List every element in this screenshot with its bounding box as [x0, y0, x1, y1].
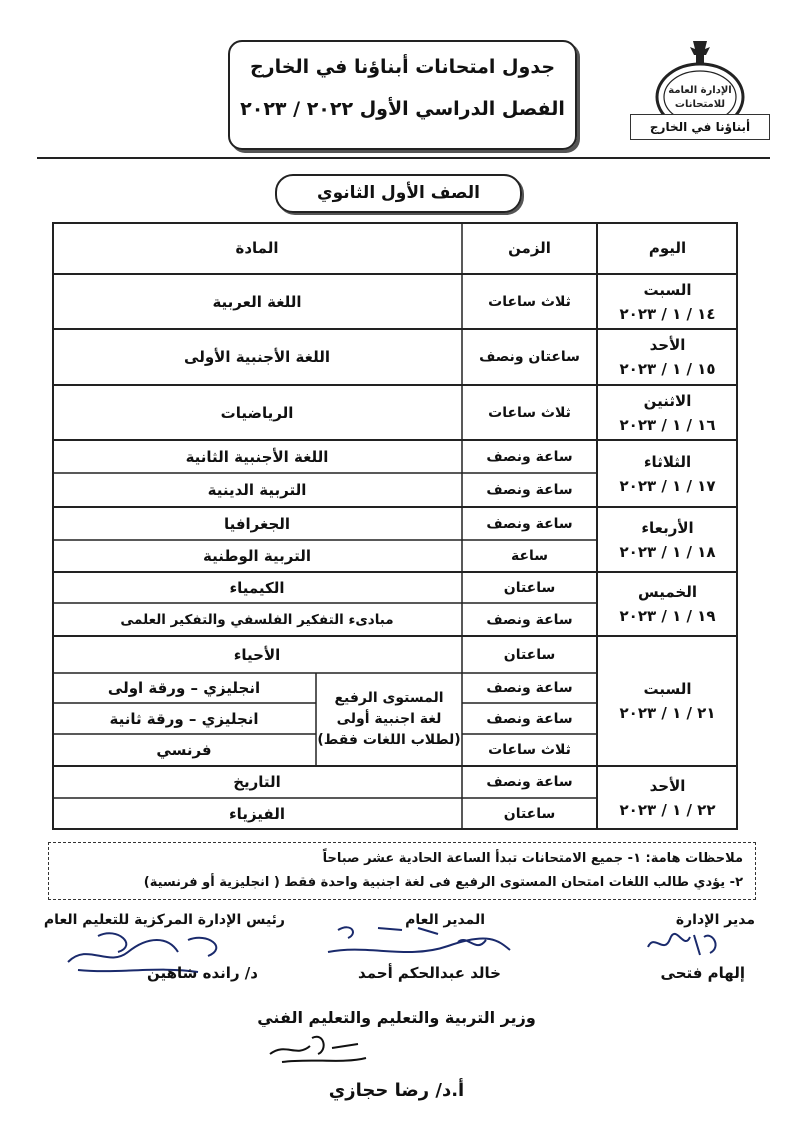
head-title: رئيس الإدارة المركزية للتعليم العام — [43, 912, 285, 928]
grade-title: الصف الأول الثانوي — [275, 174, 522, 213]
day-name: الأحد — [649, 777, 686, 795]
subject-cell: اللغة الأجنبية الأولى — [184, 348, 330, 366]
head-name: د/ رانده شاهين — [147, 964, 258, 982]
minister-signature — [262, 1028, 372, 1068]
time-cell: ساعة ونصف — [486, 774, 573, 790]
subject-cell: التاريخ — [233, 773, 281, 791]
subject-cell: الفيزياء — [229, 805, 285, 823]
general-director-signature — [318, 920, 518, 966]
time-cell: ساعة ونصف — [486, 611, 573, 628]
time-cell: ساعتان — [503, 646, 556, 663]
day-date: ١٦ / ١ / ٢٠٢٣ — [619, 415, 716, 434]
day-cell — [597, 385, 738, 440]
time-cell: ساعتان ونصف — [479, 349, 580, 365]
time-cell: ثلاث ساعات — [488, 293, 571, 310]
logo-tag: أبناؤنا في الخارج — [630, 114, 770, 140]
day-name: الأحد — [649, 336, 686, 354]
time-cell: ساعة ونصف — [486, 680, 573, 696]
time-cell: ساعة ونصف — [486, 515, 573, 532]
day-name: السبت — [643, 280, 692, 299]
subject-cell: اللغة الأجنبية الثانية — [185, 447, 329, 466]
general-director-title: المدير العام — [405, 912, 485, 928]
advanced-line: المستوى الرفيع — [334, 690, 444, 706]
day-name: الأربعاء — [641, 518, 694, 537]
day-cell — [597, 507, 738, 572]
header-divider — [37, 157, 770, 159]
note-2: ٢- يؤدي طالب اللغات امتحان المستوى الرفيع فى لغة اجنبية واحدة فقط ( انجليزية أو فرنسية) — [143, 875, 743, 890]
day-cell — [597, 766, 738, 830]
subject-cell: التربية الوطنية — [203, 547, 311, 565]
time-cell: ثلاث ساعات — [488, 404, 571, 421]
day-name: الاثنين — [643, 391, 692, 410]
exam-schedule-table — [52, 222, 738, 830]
time-cell: ساعة ونصف — [486, 482, 573, 498]
day-name: الثلاثاء — [643, 452, 692, 471]
director-name: إلهام فتحى — [660, 964, 745, 982]
director-title: مدير الإدارة — [675, 912, 755, 928]
title-box — [228, 40, 577, 150]
day-date: ١٤ / ١ / ٢٠٢٣ — [619, 304, 716, 323]
subject-cell: الجغرافيا — [223, 514, 291, 533]
day-date: ٢١ / ١ / ٢٠٢٣ — [619, 704, 716, 722]
advanced-line: (لطلاب اللغات فقط) — [317, 732, 461, 748]
subject-cell: مبادىء التفكير الفلسفي والتفكير العلمى — [120, 611, 394, 628]
notes-box — [48, 842, 756, 900]
time-cell: ساعتان — [503, 806, 556, 822]
time-cell: ساعة ونصف — [486, 448, 573, 465]
time-cell: ثلاث ساعات — [488, 742, 571, 758]
time-cell: ساعتان — [503, 579, 556, 596]
day-name: الخميس — [638, 583, 697, 601]
minister-title: وزير التربية والتعليم والتعليم الفني — [257, 1008, 536, 1027]
minister-name: أ.د/ رضا حجازي — [328, 1080, 465, 1101]
day-date: ١٧ / ١ / ٢٠٢٣ — [619, 476, 716, 495]
time-cell: ساعة ونصف — [486, 710, 573, 727]
advanced-level-label — [316, 673, 462, 766]
subject-cell: الرياضيات — [220, 403, 294, 422]
header-day: اليوم — [648, 239, 687, 257]
note-1: ملاحظات هامة: ١- جميع الامتحانات تبدأ الساعة الحادية عشر صباحاً — [322, 851, 743, 866]
document-title: جدول امتحانات أبناؤنا في الخارج — [249, 56, 556, 78]
day-cell — [597, 572, 738, 636]
header-subject: المادة — [235, 239, 279, 257]
general-director-name: خالد عبدالحكم أحمد — [358, 964, 501, 982]
subject-cell: التربية الدينية — [207, 481, 307, 499]
day-name: السبت — [643, 680, 692, 698]
subject-cell: انجليزي – ورقة ثانية — [109, 709, 259, 728]
time-cell: ساعة — [510, 548, 549, 564]
day-date: ١٩ / ١ / ٢٠٢٣ — [619, 607, 716, 625]
day-date: ٢٢ / ١ / ٢٠٢٣ — [619, 801, 716, 819]
subject-cell: الأحياء — [233, 645, 281, 664]
eagle-emblem-icon — [690, 41, 710, 63]
subject-cell: فرنسي — [156, 741, 212, 759]
day-cell — [597, 329, 738, 385]
day-date: ١٥ / ١ / ٢٠٢٣ — [619, 360, 716, 378]
header-time: الزمن — [508, 239, 551, 257]
advanced-line: لغة اجنبية أولى — [336, 711, 442, 727]
subject-cell: اللغة العربية — [212, 292, 302, 311]
day-cell — [597, 440, 738, 507]
day-date: ١٨ / ١ / ٢٠٢٣ — [619, 542, 716, 561]
director-signature — [640, 925, 730, 961]
day-cell — [597, 274, 738, 329]
day-cell — [597, 636, 738, 766]
svg-text:للامتحانات: للامتحانات — [674, 99, 726, 110]
document-subtitle: الفصل الدراسي الأول ٢٠٢٢ / ٢٠٢٣ — [240, 98, 565, 120]
subject-cell: الكيمياء — [229, 578, 285, 597]
subject-cell: انجليزي – ورقة اولى — [107, 679, 261, 697]
svg-text:الإدارة العامة: الإدارة العامة — [668, 85, 732, 96]
